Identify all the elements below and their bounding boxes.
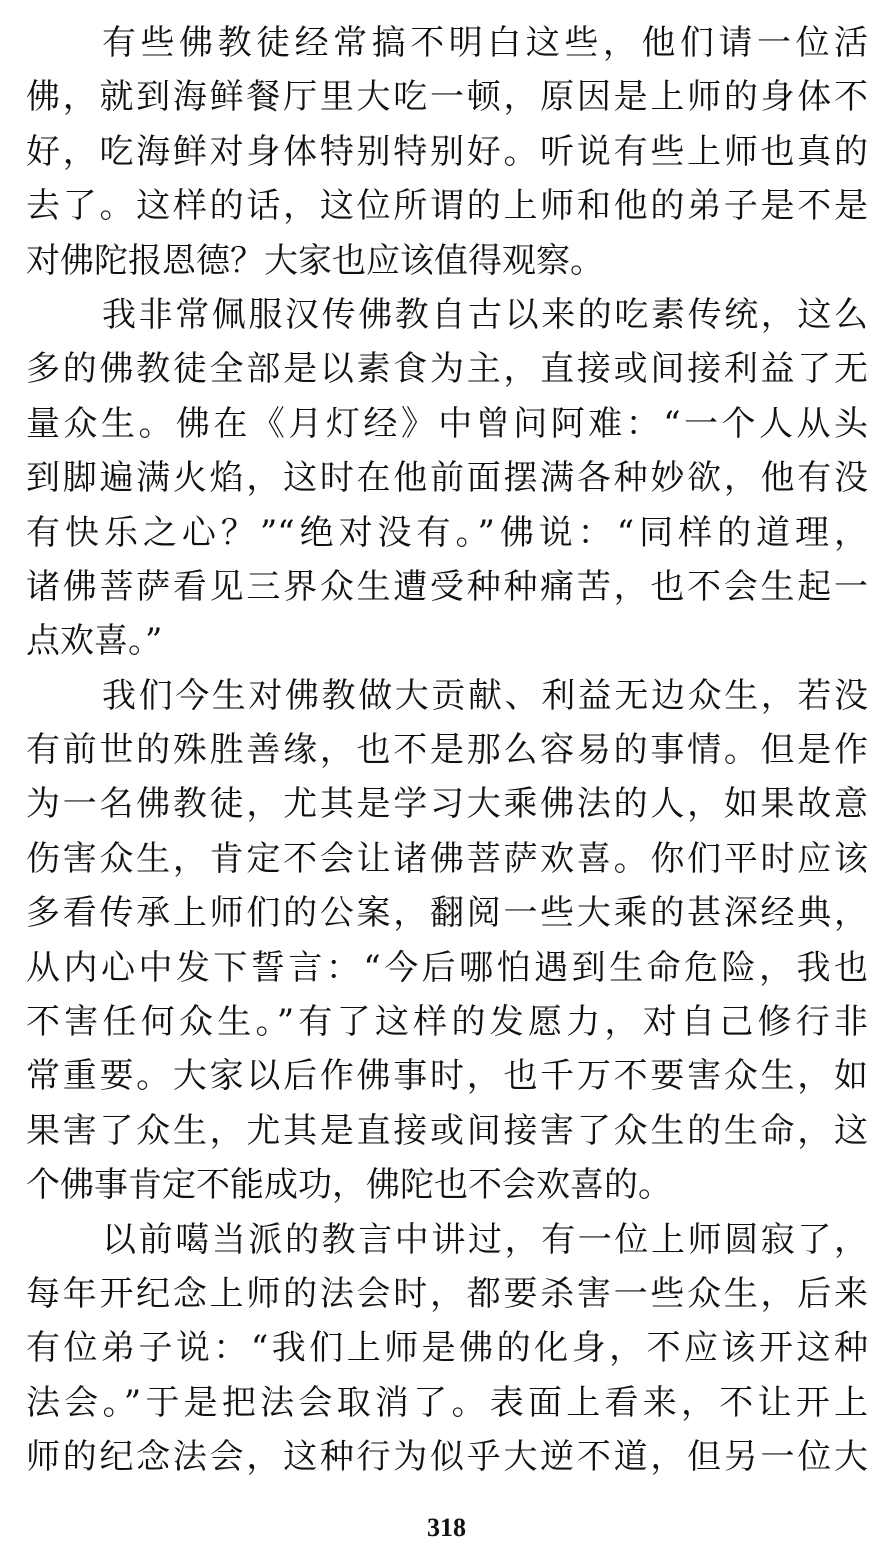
text-line: 佛，就到海鲜餐厅里大吃一顿，原因是上师的身体不 xyxy=(26,77,868,118)
paragraph-2 xyxy=(26,288,868,669)
text-line: 每年开纪念上师的法会时，都要杀害一些众生，后来 xyxy=(26,1273,868,1314)
text-line: 伤害众生，肯定不会让诸佛菩萨欢喜。你们平时应该 xyxy=(26,838,868,879)
text-line: 有位弟子说：“我们上师是佛的化身，不应该开这种 xyxy=(26,1328,868,1369)
paragraph-1 xyxy=(26,16,868,288)
text-line: 多的佛教徒全部是以素食为主，直接或间接利益了无 xyxy=(26,349,868,390)
text-line: 我非常佩服汉传佛教自古以来的吃素传统，这么 xyxy=(102,294,868,335)
text-line: 有快乐之心？”“绝对没有。”佛说：“同样的道理， xyxy=(26,512,868,553)
text-line: 对佛陀报恩德？大家也应该值得观察。 xyxy=(26,240,604,281)
page-number: 318 xyxy=(427,1513,466,1542)
text-line: 量众生。佛在《月灯经》中曾问阿难：“一个人从头 xyxy=(26,403,868,444)
text-line: 好，吃海鲜对身体特别特别好。听说有些上师也真的 xyxy=(26,131,868,172)
text-line: 师的纪念法会，这种行为似乎大逆不道，但另一位大 xyxy=(26,1437,868,1478)
text-line: 法会。”于是把法会取消了。表面上看来，不让开上 xyxy=(26,1382,868,1423)
text-line: 为一名佛教徒，尤其是学习大乘佛法的人，如果故意 xyxy=(26,784,868,825)
paragraph-4 xyxy=(26,1213,868,1485)
text-line: 点欢喜。” xyxy=(26,621,163,662)
text-line: 常重要。大家以后作佛事时，也千万不要害众生，如 xyxy=(26,1056,868,1097)
text-line: 我们今生对佛教做大贡献、利益无边众生，若没 xyxy=(102,675,868,716)
text-line: 以前噶当派的教言中讲过，有一位上师圆寂了， xyxy=(102,1219,868,1260)
body-text xyxy=(26,16,868,1485)
text-line: 个佛事肯定不能成功，佛陀也不会欢喜的。 xyxy=(26,1165,672,1206)
text-line: 从内心中发下誓言：“今后哪怕遇到生命危险，我也 xyxy=(26,947,868,988)
text-line: 到脚遍满火焰，这时在他前面摆满各种妙欲，他有没 xyxy=(26,458,868,499)
text-line: 有些佛教徒经常搞不明白这些，他们请一位活 xyxy=(102,23,868,63)
text-line: 果害了众生，尤其是直接或间接害了众生的生命，这 xyxy=(26,1110,868,1151)
text-line: 多看传承上师们的公案，翻阅一些大乘的甚深经典， xyxy=(26,893,868,934)
paragraph-3 xyxy=(26,669,868,1213)
text-line: 诸佛菩萨看见三界众生遭受种种痛苦，也不会生起一 xyxy=(26,566,868,607)
text-line: 不害任何众生。”有了这样的发愿力，对自己修行非 xyxy=(26,1002,868,1043)
text-line: 有前世的殊胜善缘，也不是那么容易的事情。但是作 xyxy=(26,730,868,771)
text-line: 去了。这样的话，这位所谓的上师和他的弟子是不是 xyxy=(26,186,868,227)
